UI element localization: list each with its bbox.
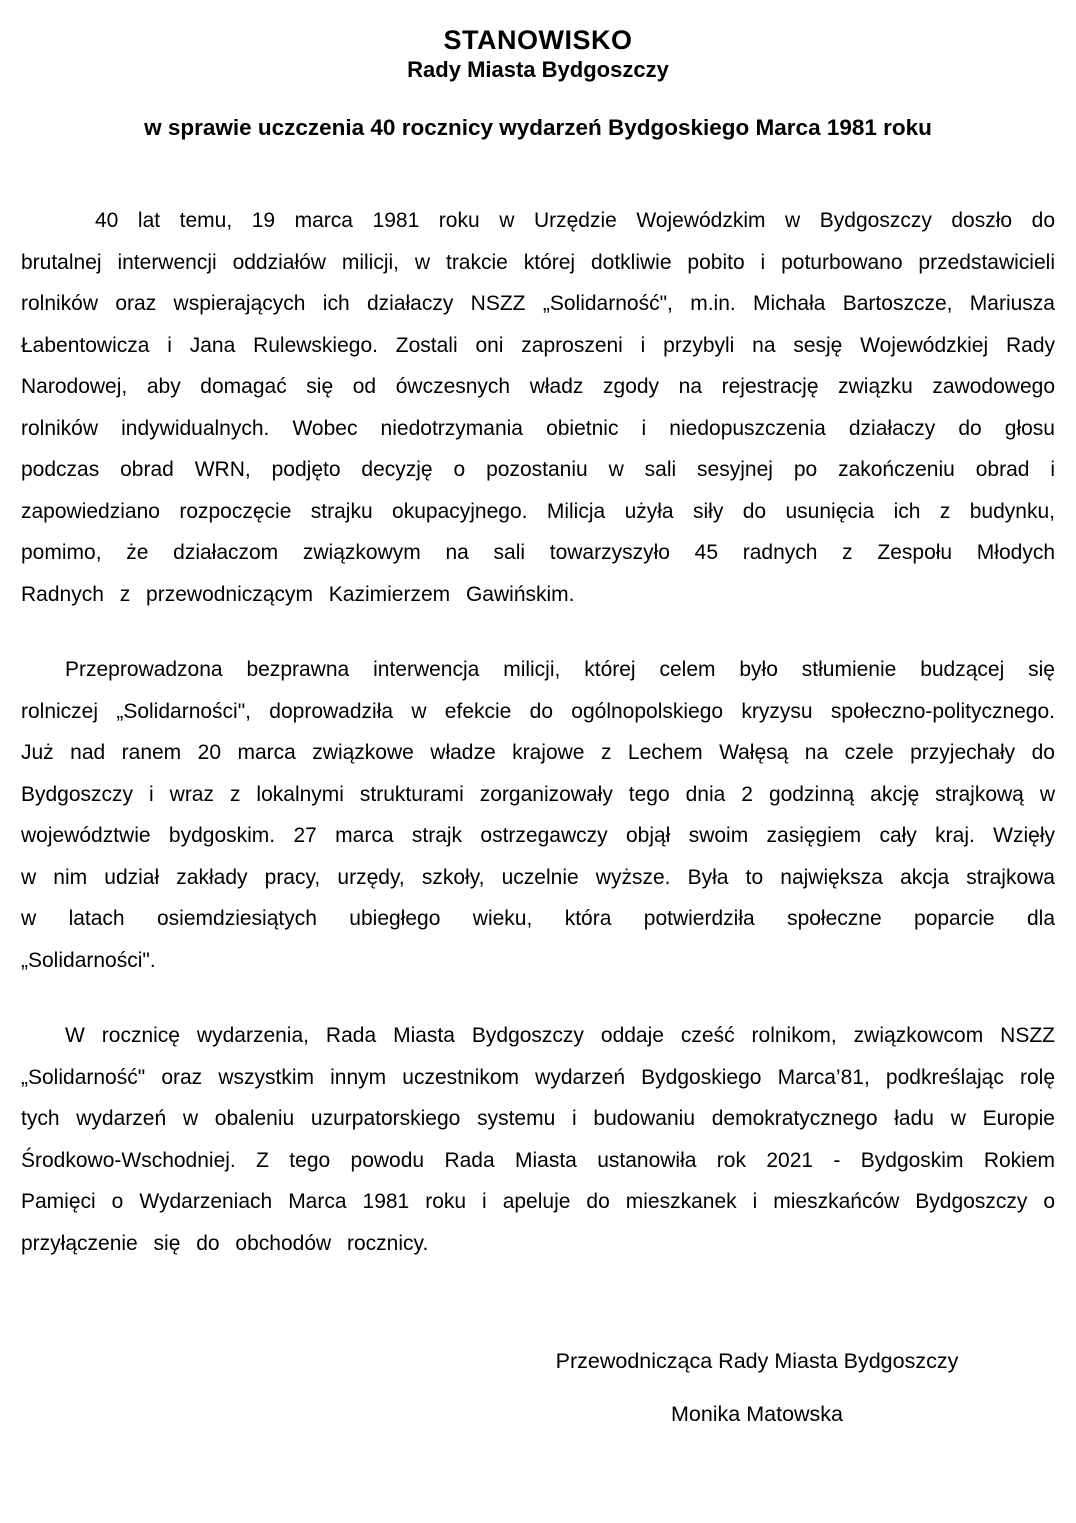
signature-block <box>497 1348 1017 1427</box>
document-subject-line: w sprawie uczczenia 40 rocznicy wydarzeń Bydgoskiego Marca 1981 roku <box>144 115 932 140</box>
paragraph-1: 40 lat temu, 19 marca 1981 roku w Urzędzie Wojewódzkim w Bydgoszczy doszło do brutalnej interwencji oddziałów milicji, w trakcie której dotkliwie pobito i poturbowano przedstawicieli rolników oraz wspierających ich działaczy NSZZ „Solidarność", m.in. Michała Bartoszcze, Mariusza Łabentowicza i Jana Rulewskiego. Zostali oni zaproszeni i przybyli na sesję Wojewódzkiej Rady Narodowej, aby domagać się od ówczesnych władz zgody na rejestrację związku zawodowego rolników indywidualnych. Wobec niedotrzymania obietnic i niedopuszczenia działaczy do głosu podczas obrad WRN, podjęto decyzję o pozostaniu w sali sesyjnej po zakończeniu obrad i zapowiedziano rozpoczęcie strajku okupacyjnego. Milicja użyła siły do usunięcia ich z budynku, pomimo, że działaczom związkowym na sali towarzyszyło 45 radnych z Zespołu Młodych Radnych z przewodniczącym Kazimierzem Gawińskim. <box>21 209 1055 606</box>
document-header <box>0 0 1076 142</box>
signature-role: Przewodnicząca Rady Miasta Bydgoszczy <box>555 1349 959 1373</box>
paragraph-3: W rocznicę wydarzenia, Rada Miasta Bydgoszczy oddaje cześć rolnikom, związkowcom NSZZ „Solidarność" oraz wszystkim innym uczestnikom wydarzeń Bydgoskiego Marca’81, podkreślając rolę tych wydarzeń w obaleniu uzurpatorskiego systemu i budowaniu demokratycznego ładu w Europie Środkowo-Wschodniej. Z tego powodu Rada Miasta ustanowiła rok 2021 - Bydgoskim Rokiem Pamięci o Wydarzeniach Marca 1981 roku i apeluje do mieszkanek i mieszkańców Bydgoszczy o przyłączenie się do obchodów rocznicy. <box>21 1024 1055 1255</box>
document-title: STANOWISKO <box>443 25 633 55</box>
signature-name: Monika Matowska <box>670 1402 844 1426</box>
document-subtitle: Rady Miasta Bydgoszczy <box>407 57 669 82</box>
paragraph-2: Przeprowadzona bezprawna interwencja milicji, której celem było stłumienie budzącej się rolniczej „Solidarności", doprowadziła w efekcie do ogólnopolskiego kryzysu społeczno-politycznego. Już nad ranem 20 marca związkowe władze krajowe z Lechem Wałęsą na czele przyjechały do Bydgoszczy i wraz z lokalnymi strukturami zorganizowały tego dnia 2 godzinną akcję strajkową w województwie bydgoskim. 27 marca strajk ostrzegawczy objął swoim zasięgiem cały kraj. Wzięły w nim udział zakłady pracy, urzędy, szkoły, uczelnie wyższe. Była to największa akcja strajkowa w latach osiemdziesiątych ubiegłego wieku, która potwierdziła społeczne poparcie dla „Solidarności". <box>21 658 1055 972</box>
document-body <box>21 200 1055 1264</box>
